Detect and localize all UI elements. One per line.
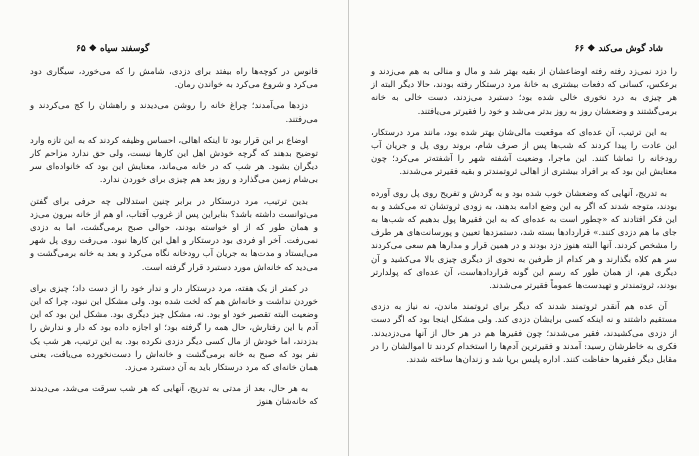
right-page-header xyxy=(349,44,699,58)
left-page-running-title: گوسفند سیاه ❖ ۶۵ xyxy=(76,44,150,54)
right-page-running-title: ۶۶ ❖ شاد گوش می‌کند xyxy=(574,44,663,54)
left-paragraph-1: فانوس در کوچه‌ها راه بیفتد برای دزدی، شامش را که می‌خورد، سیگاری دود می‌کرد و شروع می‌کرد به خواندن رمان. xyxy=(30,67,318,91)
left-page-body xyxy=(30,66,318,410)
left-paragraph-2: دزدها می‌آمدند؛ چراغ خانه را روشن می‌دیدند و راهشان را کج می‌کردند و می‌رفتند. xyxy=(30,101,318,125)
right-page-body xyxy=(371,66,677,367)
left-page xyxy=(0,0,349,456)
right-paragraph-3: به تدریج، آنهایی که وضعشان خوب شده بود و به گردش و تفریح روی پل روی آورده بودند، متوجه شدند که اگر به این وضع ادامه بدهند، به زودی ثروتشان ته می‌کشد و به این فکر افتادند که «چطور است به عده‌ای که به این فقیرها پول بدهیم که شب‌ها به جای ما هم دزدی کنند.» قرارداد‌ها بسته شد، دستمزدها تعیین و پورسانت‌های هر طرف را مشخص کردند. آنها البته هنوز دزد بودند و در همین قرار و مدارها هم سعی می‌کردند سر هم کلاه بگذارند و هر کدام از طرفین به نحوی از دیگری چیزی بالا می‌کشید و آن دیگری هم، از همان طور که رسم این گونه قراردادهاست، آن عده‌ای که پولدارتر بودند، ثروتمندتر و تهیدست‌ها عموماً فقیرتر می‌شدند. xyxy=(371,188,677,292)
left-paragraph-4: بدین ترتیب، مرد درستکار در برابر چنین استدلالی چه حرفی برای گفتن می‌توانست داشته باشد؟ بنابراین پس از غروب آفتاب، او هم از خانه بیرون می‌زد و همان طور که از او خواسته بودند، حوالی صبح برمی‌گشت، اما به دزدی نمی‌رفت. آخر او فردی بود درستکار و اهل این کارها نبود. می‌رفت روی پل شهر می‌ایستاد و مدت‌ها به جریان آب رودخانه نگاه می‌کرد و بعد به خانه برمی‌گشت و می‌دید که خانه‌اش مورد دستبرد قرار گرفته است. xyxy=(30,196,318,273)
left-paragraph-6: به هر حال، بعد از مدتی به تدریج، آنهایی که هر شب سرقت می‌شد، می‌دیدند که خانه‌شان هنوز xyxy=(30,384,318,408)
left-page-header xyxy=(0,44,348,58)
right-paragraph-4: آن عده هم آنقدر ثروتمند شدند که دیگر برای ثروتمند ماندن، نه نیاز به دزدی مستقیم داشتند و نه اینکه کسی برایشان دزدی کند. ولی مشکل اینجا بود که اگر دست از دزدی می‌کشیدند، فقیر می‌شدند؛ چون فقیرها هم در هر حال از آنها می‌دزدیدند. فکری به خاطرشان رسید: آمدند و فقیرترین آدم‌ها را استخدام کردند تا اموالشان را در مقابل دیگر فقیرها حفاظت کنند. اداره پلیس برپا شد و زندان‌ها ساخته شدند. xyxy=(371,302,677,366)
right-paragraph-2: به این ترتیب، آن عده‌ای که موقعیت مالی‌شان بهتر شده بود، مانند مرد درستکار، این عادت را پیدا کردند که شب‌ها پس از صرف شام، بروند روی پل و جریان آب رودخانه را تماشا کنند. این ماجرا، وضعیت آشفته شهر را آشفته‌تر می‌کرد؛ چون معنایش این بود که بر افراد بیشتری از اهالی ثروتمندتر و بقیه فقیرتر می‌شدند. xyxy=(371,127,677,178)
right-page xyxy=(349,0,699,456)
left-paragraph-5: در کمتر از یک هفته، مرد درستکار دار و ندار خود را از دست داد؛ چیزی برای خوردن نداشت و خانه‌اش هم که لخت شده بود. ولی مشکل این نبود، چرا که این وضعیت البته تقصیر خود او بود. نه، مشکل چیز دیگری بود. مشکل این بود که این آدم با این رفتارش، حال همه را گرفته بود؛ او اجازه داده بود که دار و ندارش را بدزدند، اما خودش از مال کسی دیگر دزدی نکرده بود. به این ترتیب، هر شب یک نفر بود که صبح به خانه برمی‌گشت و خانه‌اش را دست‌نخورده می‌یافت، یعنی همان خانه‌ای که مرد درستکار باید به آن دستبرد می‌زد. xyxy=(30,283,318,374)
right-paragraph-1: را دزد نمی‌زد رفته رفته اوضاعشان از بقیه بهتر شد و مال و منالی به هم می‌زدند و برعکس، کسانی که دفعات بیشتری به خانهٔ مرد درستکار رفته بودند، حالا دیگر البته از هر چیزی به درد نخوری خالی شده بود؛ دستبرد می‌زدند، دست خالی به خانه برمی‌گشتند و وضعشان روز به روز بدتر می‌شد و خود را فقیرتر می‌یافتند. xyxy=(371,67,677,117)
left-paragraph-3: اوضاع بر این قرار بود تا اینکه اهالی، احساس وظیفه کردند که به این تازه وارد توضیح بدهند که گرچه خودش اهل این کارها نیست، ولی حق ندارد مزاحم کار دیگران بشود. هر شب که در خانه می‌ماند، معنایش این بود که خانواده‌ای سر بی‌شام زمین می‌گذارد و روز بعد هم چیزی برای خوردن ندارد. xyxy=(30,135,318,186)
